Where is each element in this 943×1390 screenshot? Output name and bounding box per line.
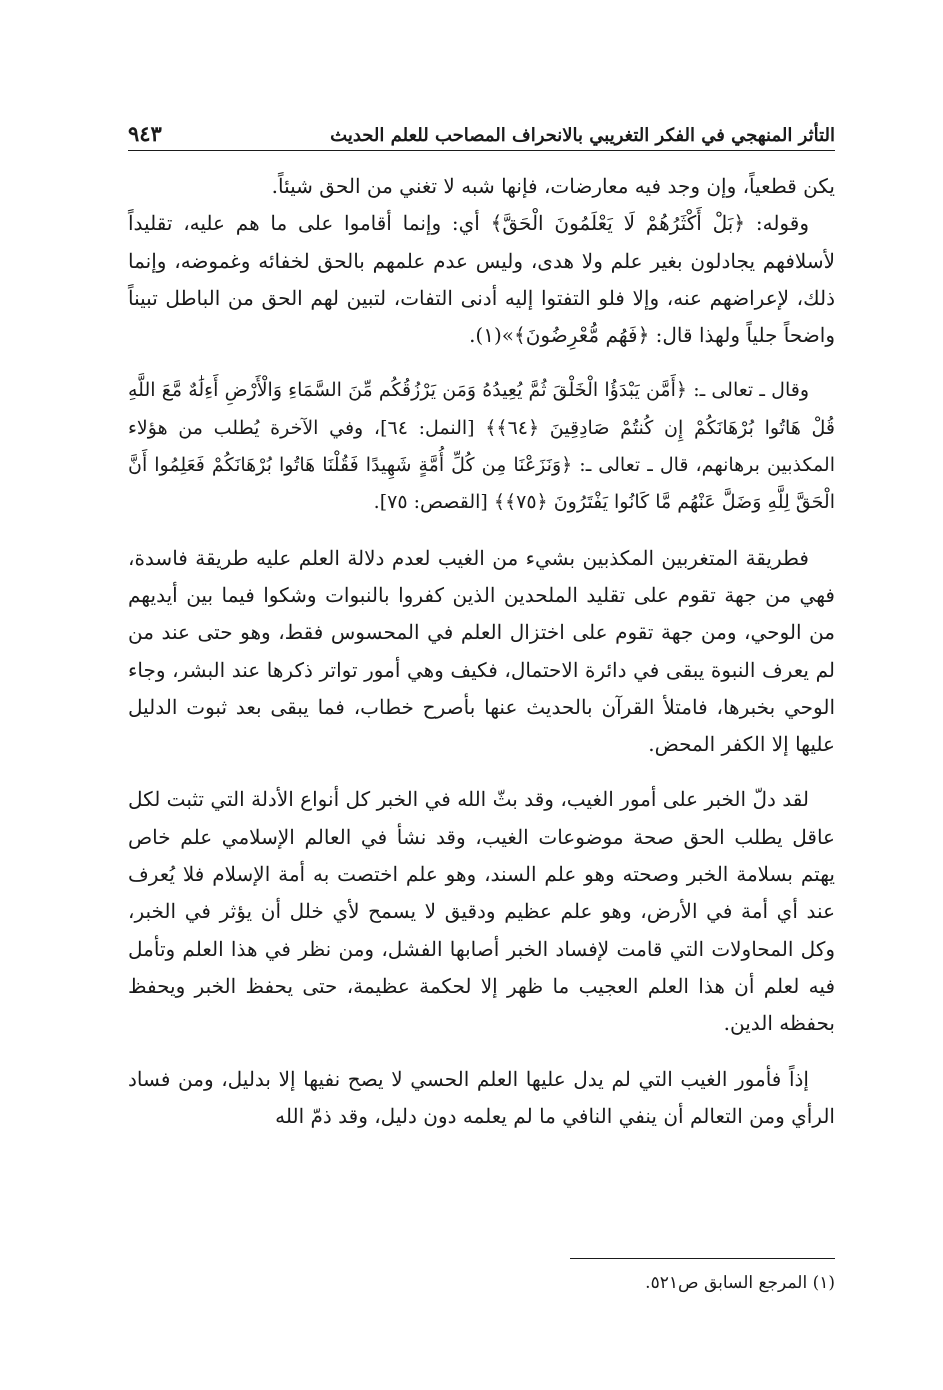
- footnote-rule: [570, 1258, 835, 1259]
- footnote: (١) المرجع السابق ص٥٢١.: [645, 1273, 835, 1293]
- body-text: [128, 168, 835, 1135]
- paragraph: وقال ـ تعالى ـ: ﴿أَمَّن يَبْدَؤُا الْخَلْقَ ثُمَّ يُعِيدُهُ وَمَن يَرْزُقُكُم مِّنَ السَّمَاءِ وَالْأَرْضِ أَءِلَٰهٌ مَّعَ اللَّهِ قُلْ هَاتُوا بُرْهَانَكُمْ إِن كُنتُمْ صَادِقِينَ ﴿٦٤﴾﴾ [النمل: ٦٤]، وفي الآخرة يُطلب من هؤلاء المكذبين برهانهم، قال ـ تعالى ـ: ﴿وَنَزَعْنَا مِن كُلِّ أُمَّةٍ شَهِيدًا فَقُلْنَا هَاتُوا بُرْهَانَكُمْ فَعَلِمُوا أَنَّ الْحَقَّ لِلَّهِ وَضَلَّ عَنْهُم مَّا كَانُوا يَفْتَرُونَ ﴿٧٥﴾﴾ [القصص: ٧٥].: [128, 379, 836, 514]
- page-number: ٩٤٣: [128, 121, 162, 146]
- paragraph: إذاً فأمور الغيب التي لم يدل عليها العلم الحسي لا يصح نفيها إلا بدليل، ومن فساد الرأي ومن التعالم أن ينفي النافي ما لم يعلمه دون دليل، وقد ذمّ الله: [128, 1066, 835, 1128]
- page-header: [128, 112, 835, 146]
- running-title: التأثر المنهجي في الفكر التغريبي بالانحراف المصاحب للعلم الحديث: [330, 125, 835, 146]
- header-rule: [128, 150, 835, 151]
- paragraph: لقد دلّ الخبر على أمور الغيب، وقد بثّ الله في الخبر كل أنواع الأدلة التي تثبت لكل عاقل يطلب الحق صحة موضوعات الغيب، وقد نشأ في العالم الإسلامي علم خاص يهتم بسلامة الخبر وصحته وهو علم السند، وهو علم اختصت به أمة الإسلام فلا يُعرف عند أي أمة في الأرض، وهو علم عظيم ودقيق لا يسمح لأي خلل أن يؤثر في الخبر، وكل المحاولات التي قامت لإفساد الخبر أصابها الفشل، ومن نظر في هذا العلم وتأمل فيه لعلم أن هذا العلم العجيب ما ظهر إلا لحكمة عظيمة، حتى يحفظ الخبر ويحفظ بحفظه الدين.: [128, 787, 835, 1036]
- paragraph: يكن قطعياً، وإن وجد فيه معارضات، فإنها شبه لا تغني من الحق شيئاً.: [271, 174, 835, 198]
- paragraph: فطريقة المتغربين المكذبين بشيء من الغيب لعدم دلالة العلم عليه طريقة فاسدة، فهي من جهة تقوم على تقليد الملحدين الذين كفروا بالنبوات وشكوا فيما بين أيديهم من الوحي، ومن جهة تقوم على اختزال العلم في المحسوس فقط، وهو حتى عند من لم يعرف النبوة يبقى في دائرة الاحتمال، فكيف وهي أمور تواتر ذكرها عند البشر، وجاء الوحي بخبرها، فامتلأ القرآن بالحديث عنها بأصرح خطاب، فما يبقى بعد ثبوت الدليل عليها إلا الكفر المحض.: [128, 545, 835, 757]
- paragraph: وقوله: ﴿بَلْ أَكْثَرُهُمْ لَا يَعْلَمُونَ الْحَقَّ﴾ أي: وإنما أقاموا على ما هم عليه، تقليداً لأسلافهم يجادلون بغير علم ولا هدى، وليس عدم علمهم بالحق لخفائه وغموضه، وإنما ذلك، لإعراضهم عنه، وإلا فلو التفتوا إليه أدنى التفات، لتبين لهم الحق من الباطل تبيناً واضحاً جلياً ولهذا قال: ﴿فَهُم مُّعْرِضُونَ﴾»(١).: [128, 211, 835, 348]
